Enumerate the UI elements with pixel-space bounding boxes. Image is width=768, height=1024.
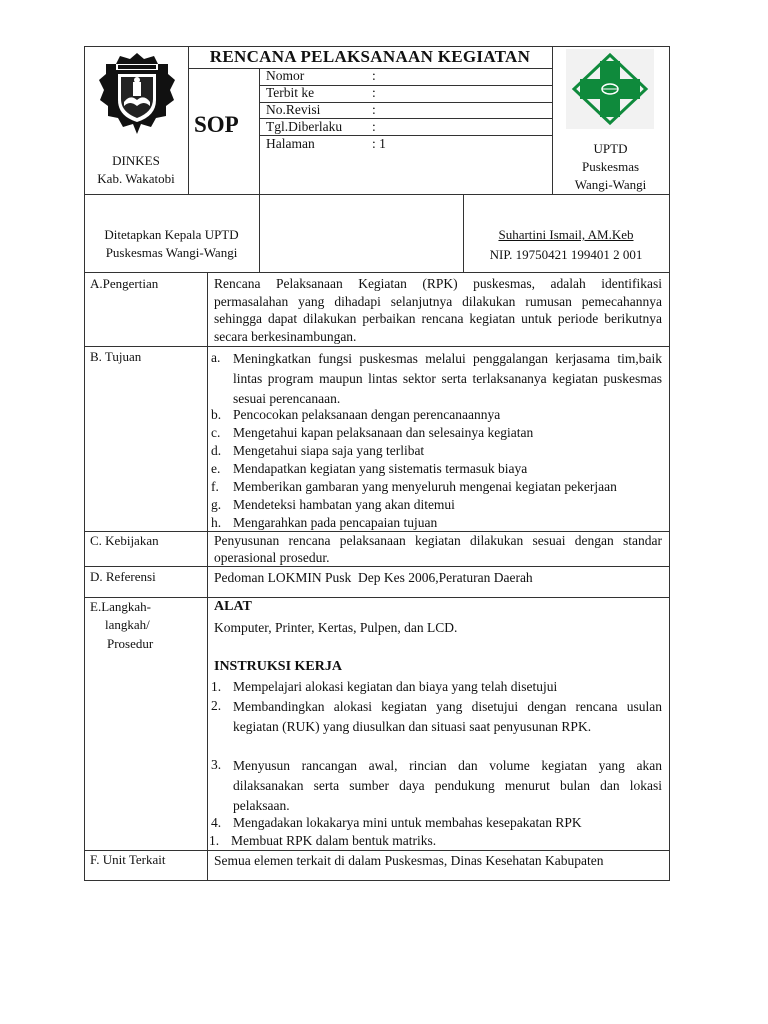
org-left-line-2: Kab. Wakatobi <box>97 171 175 186</box>
meta-tgl-label: Tgl.Diberlaku <box>266 119 343 134</box>
step-text: Menyusun rancangan awal, rincian dan volume kegiatan yang akan dilaksanakan serta sumber daya pendukung menurut bulan dan lokasi pelaksaan. <box>233 758 662 813</box>
org-right-line-1: UPTD <box>593 141 628 156</box>
meta-nomor-label: Nomor <box>266 68 305 83</box>
tujuan-text: Meningkatkan fungsi puskesmas melalui penggalangan kerjasama tim,baik lintas program maupun lintas sektor serta terlaksananya kegiatan puskesmas sesuai perencanaan. <box>233 351 662 406</box>
approval-nip: NIP. 19750421 199401 2 001 <box>489 247 643 262</box>
tujuan-text: Mengetahui siapa saja yang terlibat <box>233 443 425 458</box>
org-left-line-1: DINKES <box>112 153 160 168</box>
step-item <box>211 697 662 755</box>
tujuan-text: Mengetahui kapan pelaksanaan dan selesainya kegiatan <box>233 425 534 440</box>
kebijakan-label: C. Kebijakan <box>90 533 159 548</box>
meta-halaman-value: : 1 <box>372 136 386 151</box>
alat-heading: ALAT <box>214 599 252 614</box>
step-text: Membuat RPK dalam bentuk matriks. <box>231 833 437 848</box>
tujuan-text: Pencocokan pelaksanaan dengan perencanaannya <box>233 407 501 422</box>
org-right-line-2: Puskesmas <box>581 159 640 174</box>
step-marker: 4. <box>211 815 222 830</box>
tujuan-text: Mendapatkan kegiatan yang sistematis termasuk biaya <box>233 461 528 476</box>
org-right-line-3: Wangi-Wangi <box>574 177 647 192</box>
langkah-label-line-2: langkah/ <box>105 617 150 632</box>
meta-tgl-value: : <box>372 119 376 134</box>
tujuan-marker: h. <box>211 515 222 530</box>
step-text: Mempelajari alokasi kegiatan dan biaya yang telah disetujui <box>233 679 558 694</box>
document-title: RENCANA PELAKSANAAN KEGIATAN <box>209 47 531 66</box>
unit-text: Semua elemen terkait di dalam Puskesmas, Dinas Kesehatan Kabupaten <box>214 853 604 868</box>
alat-text: Komputer, Printer, Kertas, Pulpen, dan LCD. <box>214 620 458 635</box>
tujuan-marker: e. <box>211 461 221 476</box>
instruksi-heading: INSTRUKSI KERJA <box>214 659 342 674</box>
referensi-label: D. Referensi <box>90 569 156 584</box>
meta-nomor-value: : <box>372 68 376 83</box>
tujuan-marker: b. <box>211 407 222 422</box>
step-text: Membandingkan alokasi kegiatan yang disetujui dengan rencana usulan kegiatan (RUK) yang diusulkan dan situasi saat penyusunan RPK. <box>233 699 662 734</box>
langkah-label-line-1: E.Langkah- <box>90 599 152 614</box>
meta-revisi-value: : <box>372 102 376 117</box>
langkah-label-line-3: Prosedur <box>107 636 154 651</box>
step-marker: 1. <box>209 833 220 848</box>
approval-left-line-1: Ditetapkan Kepala UPTD <box>104 227 239 242</box>
tujuan-marker: f. <box>211 479 219 494</box>
tujuan-marker: a. <box>211 350 221 365</box>
puskesmas-logo-icon <box>566 49 654 129</box>
tujuan-text: Mendeteksi hambatan yang akan ditemui <box>233 497 455 512</box>
approval-name: Suhartini Ismail, AM.Keb <box>498 227 634 242</box>
tujuan-item <box>211 349 662 405</box>
step-text: Mengadakan lokakarya mini untuk membahas kesepakatan RPK <box>233 815 582 830</box>
tujuan-marker: g. <box>211 497 222 512</box>
step-marker: 2. <box>211 698 222 713</box>
meta-terbit-value: : <box>372 85 376 100</box>
meta-terbit-label: Terbit ke <box>266 85 315 100</box>
step-marker: 1. <box>211 679 222 694</box>
tujuan-text: Memberikan gambaran yang menyeluruh mengenai kegiatan pekerjaan <box>233 479 617 494</box>
kebijakan-text: Penyusunan rencana pelaksanaan kegiatan dilakukan sesuai dengan standar operasional prosedur. <box>214 533 662 565</box>
wakatobi-emblem-icon <box>96 50 178 138</box>
sop-label: SOP <box>194 112 239 137</box>
unit-label: F. Unit Terkait <box>90 852 166 867</box>
step-item <box>211 756 662 814</box>
tujuan-marker: d. <box>211 443 222 458</box>
referensi-text: Pedoman LOKMIN Pusk Dep Kes 2006,Peraturan Daerah <box>214 570 533 585</box>
approval-left-line-2: Puskesmas Wangi-Wangi <box>105 245 238 260</box>
pengertian-label: A.Pengertian <box>90 276 159 291</box>
step-marker: 3. <box>211 757 222 772</box>
tujuan-text: Mengarahkan pada pencapaian tujuan <box>233 515 438 530</box>
meta-halaman-label: Halaman <box>266 136 315 151</box>
tujuan-label: B. Tujuan <box>90 349 142 364</box>
meta-revisi-label: No.Revisi <box>266 102 321 117</box>
pengertian-text: Rencana Pelaksanaan Kegiatan (RPK) puskesmas, adalah identifikasi permasalahan yang dihadapi selanjutnya dilakukan rumusan pemecahannya sehingga dapat dilakukan perbaikan rencana kegiatan untuk periode berikutnya secara berkesinambungan. <box>214 276 662 344</box>
tujuan-marker: c. <box>211 425 221 440</box>
